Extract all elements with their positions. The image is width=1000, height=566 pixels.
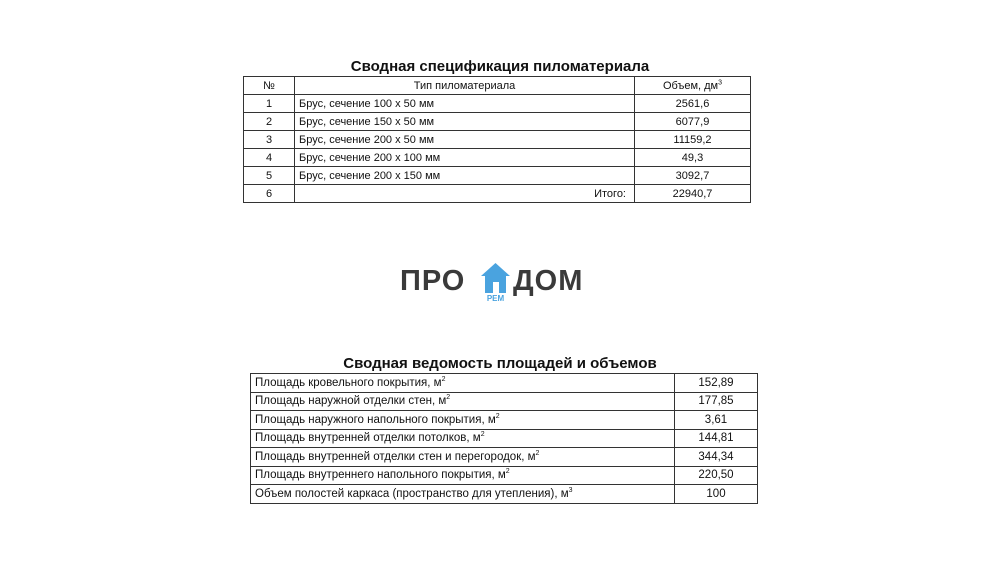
row-num: 5 <box>244 167 295 185</box>
row-num: 1 <box>244 95 295 113</box>
area-name <box>251 392 675 411</box>
header-volume-sup: 3 <box>718 78 723 86</box>
table-row <box>244 167 751 185</box>
table-row <box>251 374 758 393</box>
header-volume-text: Объем, дм <box>662 79 719 92</box>
row-type: Брус, сечение 200 х 50 мм <box>295 131 635 149</box>
area-unit-sup: 2 <box>446 394 451 402</box>
row-type: Брус, сечение 100 х 50 мм <box>295 95 635 113</box>
table-row <box>251 411 758 430</box>
row-type: Брус, сечение 200 х 150 мм <box>295 167 635 185</box>
row-volume: 2561,6 <box>635 95 751 113</box>
spec-title: Сводная спецификация пиломатериала <box>350 58 650 75</box>
house-icon <box>480 262 511 294</box>
logo-left-word: ПРО <box>400 265 466 297</box>
area-value: 177,85 <box>675 392 758 411</box>
logo-right-word: ДОМ <box>513 265 584 297</box>
row-volume: 49,3 <box>635 149 751 167</box>
header-type: Тип пиломатериала <box>295 77 635 95</box>
area-unit-sup: 2 <box>535 449 540 457</box>
area-unit-sup: 3 <box>568 486 573 494</box>
area-value: 144,81 <box>675 429 758 448</box>
area-name-text: Площадь наружной отделки стен, м <box>255 395 447 408</box>
area-name-text: Объем полостей каркаса (пространство для утепления), м <box>255 487 569 500</box>
table-row <box>244 149 751 167</box>
header-volume <box>635 77 751 95</box>
area-unit-sup: 2 <box>480 431 485 439</box>
area-name <box>251 466 675 485</box>
total-label: Итого: <box>295 185 635 203</box>
row-volume: 6077,9 <box>635 113 751 131</box>
logo-sub: РЕМ <box>486 294 505 303</box>
table-header-row <box>244 77 751 95</box>
row-num: 2 <box>244 113 295 131</box>
table-row <box>251 466 758 485</box>
table-row <box>251 448 758 467</box>
area-unit-sup: 2 <box>505 468 510 476</box>
areas-table <box>250 373 758 504</box>
area-name-text: Площадь внутренней отделки потолков, м <box>255 432 481 445</box>
area-value: 220,50 <box>675 466 758 485</box>
area-value: 152,89 <box>675 374 758 393</box>
total-num: 6 <box>244 185 295 203</box>
area-unit-sup: 2 <box>495 412 500 420</box>
row-type: Брус, сечение 200 х 100 мм <box>295 149 635 167</box>
total-volume: 22940,7 <box>635 185 751 203</box>
area-value: 100 <box>675 485 758 504</box>
table-row <box>251 429 758 448</box>
area-value: 344,34 <box>675 448 758 467</box>
area-name <box>251 374 675 393</box>
prodom-logo <box>400 262 600 306</box>
area-name-text: Площадь внутреннего напольного покрытия, м <box>255 469 506 482</box>
area-name-text: Площадь наружного напольного покрытия, м <box>255 413 496 426</box>
area-name <box>251 429 675 448</box>
header-num: № <box>244 77 295 95</box>
area-name-text: Площадь кровельного покрытия, м <box>255 376 442 389</box>
lumber-spec-table <box>243 76 751 203</box>
row-type: Брус, сечение 150 х 50 мм <box>295 113 635 131</box>
area-name-text: Площадь внутренней отделки стен и перегородок, м <box>255 450 536 463</box>
row-volume: 3092,7 <box>635 167 751 185</box>
total-row <box>244 185 751 203</box>
row-num: 4 <box>244 149 295 167</box>
area-name <box>251 411 675 430</box>
areas-title: Сводная ведомость площадей и объемов <box>343 355 657 372</box>
table-row <box>251 485 758 504</box>
table-row <box>244 131 751 149</box>
area-value: 3,61 <box>675 411 758 430</box>
row-num: 3 <box>244 131 295 149</box>
row-volume: 11159,2 <box>635 131 751 149</box>
table-row <box>244 95 751 113</box>
table-row <box>244 113 751 131</box>
table-row <box>251 392 758 411</box>
area-unit-sup: 2 <box>441 375 446 383</box>
area-name <box>251 485 675 504</box>
area-name <box>251 448 675 467</box>
